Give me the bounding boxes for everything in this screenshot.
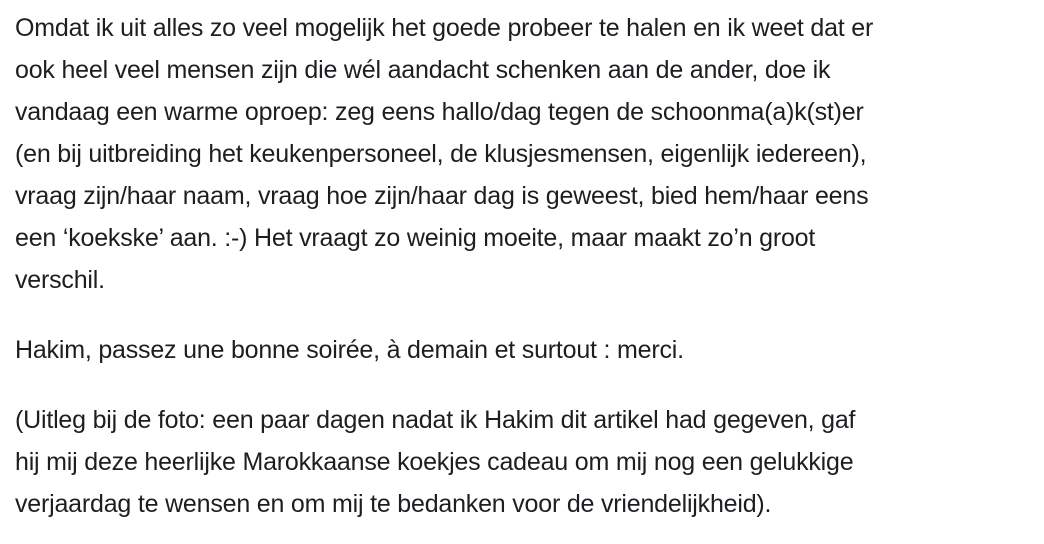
text-line: ook heel veel mensen zijn die wél aandacht schenken aan de ander, doe ik [15,56,831,84]
text-line: hij mij deze heerlijke Marokkaanse koekjes cadeau om mij nog een gelukkige [15,448,854,476]
text-line: Hakim, passez une bonne soirée, à demain et surtout : merci. [15,336,684,364]
text-line: een ‘koekske’ aan. :-) Het vraagt zo weinig moeite, maar maakt zo’n groot [15,224,816,252]
text-line: verjaardag te wensen en om mij te bedanken voor de vriendelijkheid). [15,490,772,518]
text-line: vandaag een warme oproep: zeg eens hallo/dag tegen de schoonma(a)k(st)er [15,98,864,126]
post-paragraph-appeal [15,7,1034,301]
text-line: (Uitleg bij de foto: een paar dagen nadat ik Hakim dit artikel had gegeven, gaf [15,406,856,434]
post-paragraph-thanks [15,329,1034,371]
text-line: Omdat ik uit alles zo veel mogelijk het goede probeer te halen en ik weet dat er [15,14,874,42]
text-line: verschil. [15,266,105,294]
text-line: (en bij uitbreiding het keukenpersoneel, de klusjesmensen, eigenlijk iedereen), [15,140,867,168]
post-paragraph-photo-caption [15,399,1034,525]
text-line: vraag zijn/haar naam, vraag hoe zijn/haar dag is geweest, bied hem/haar eens [15,182,869,210]
